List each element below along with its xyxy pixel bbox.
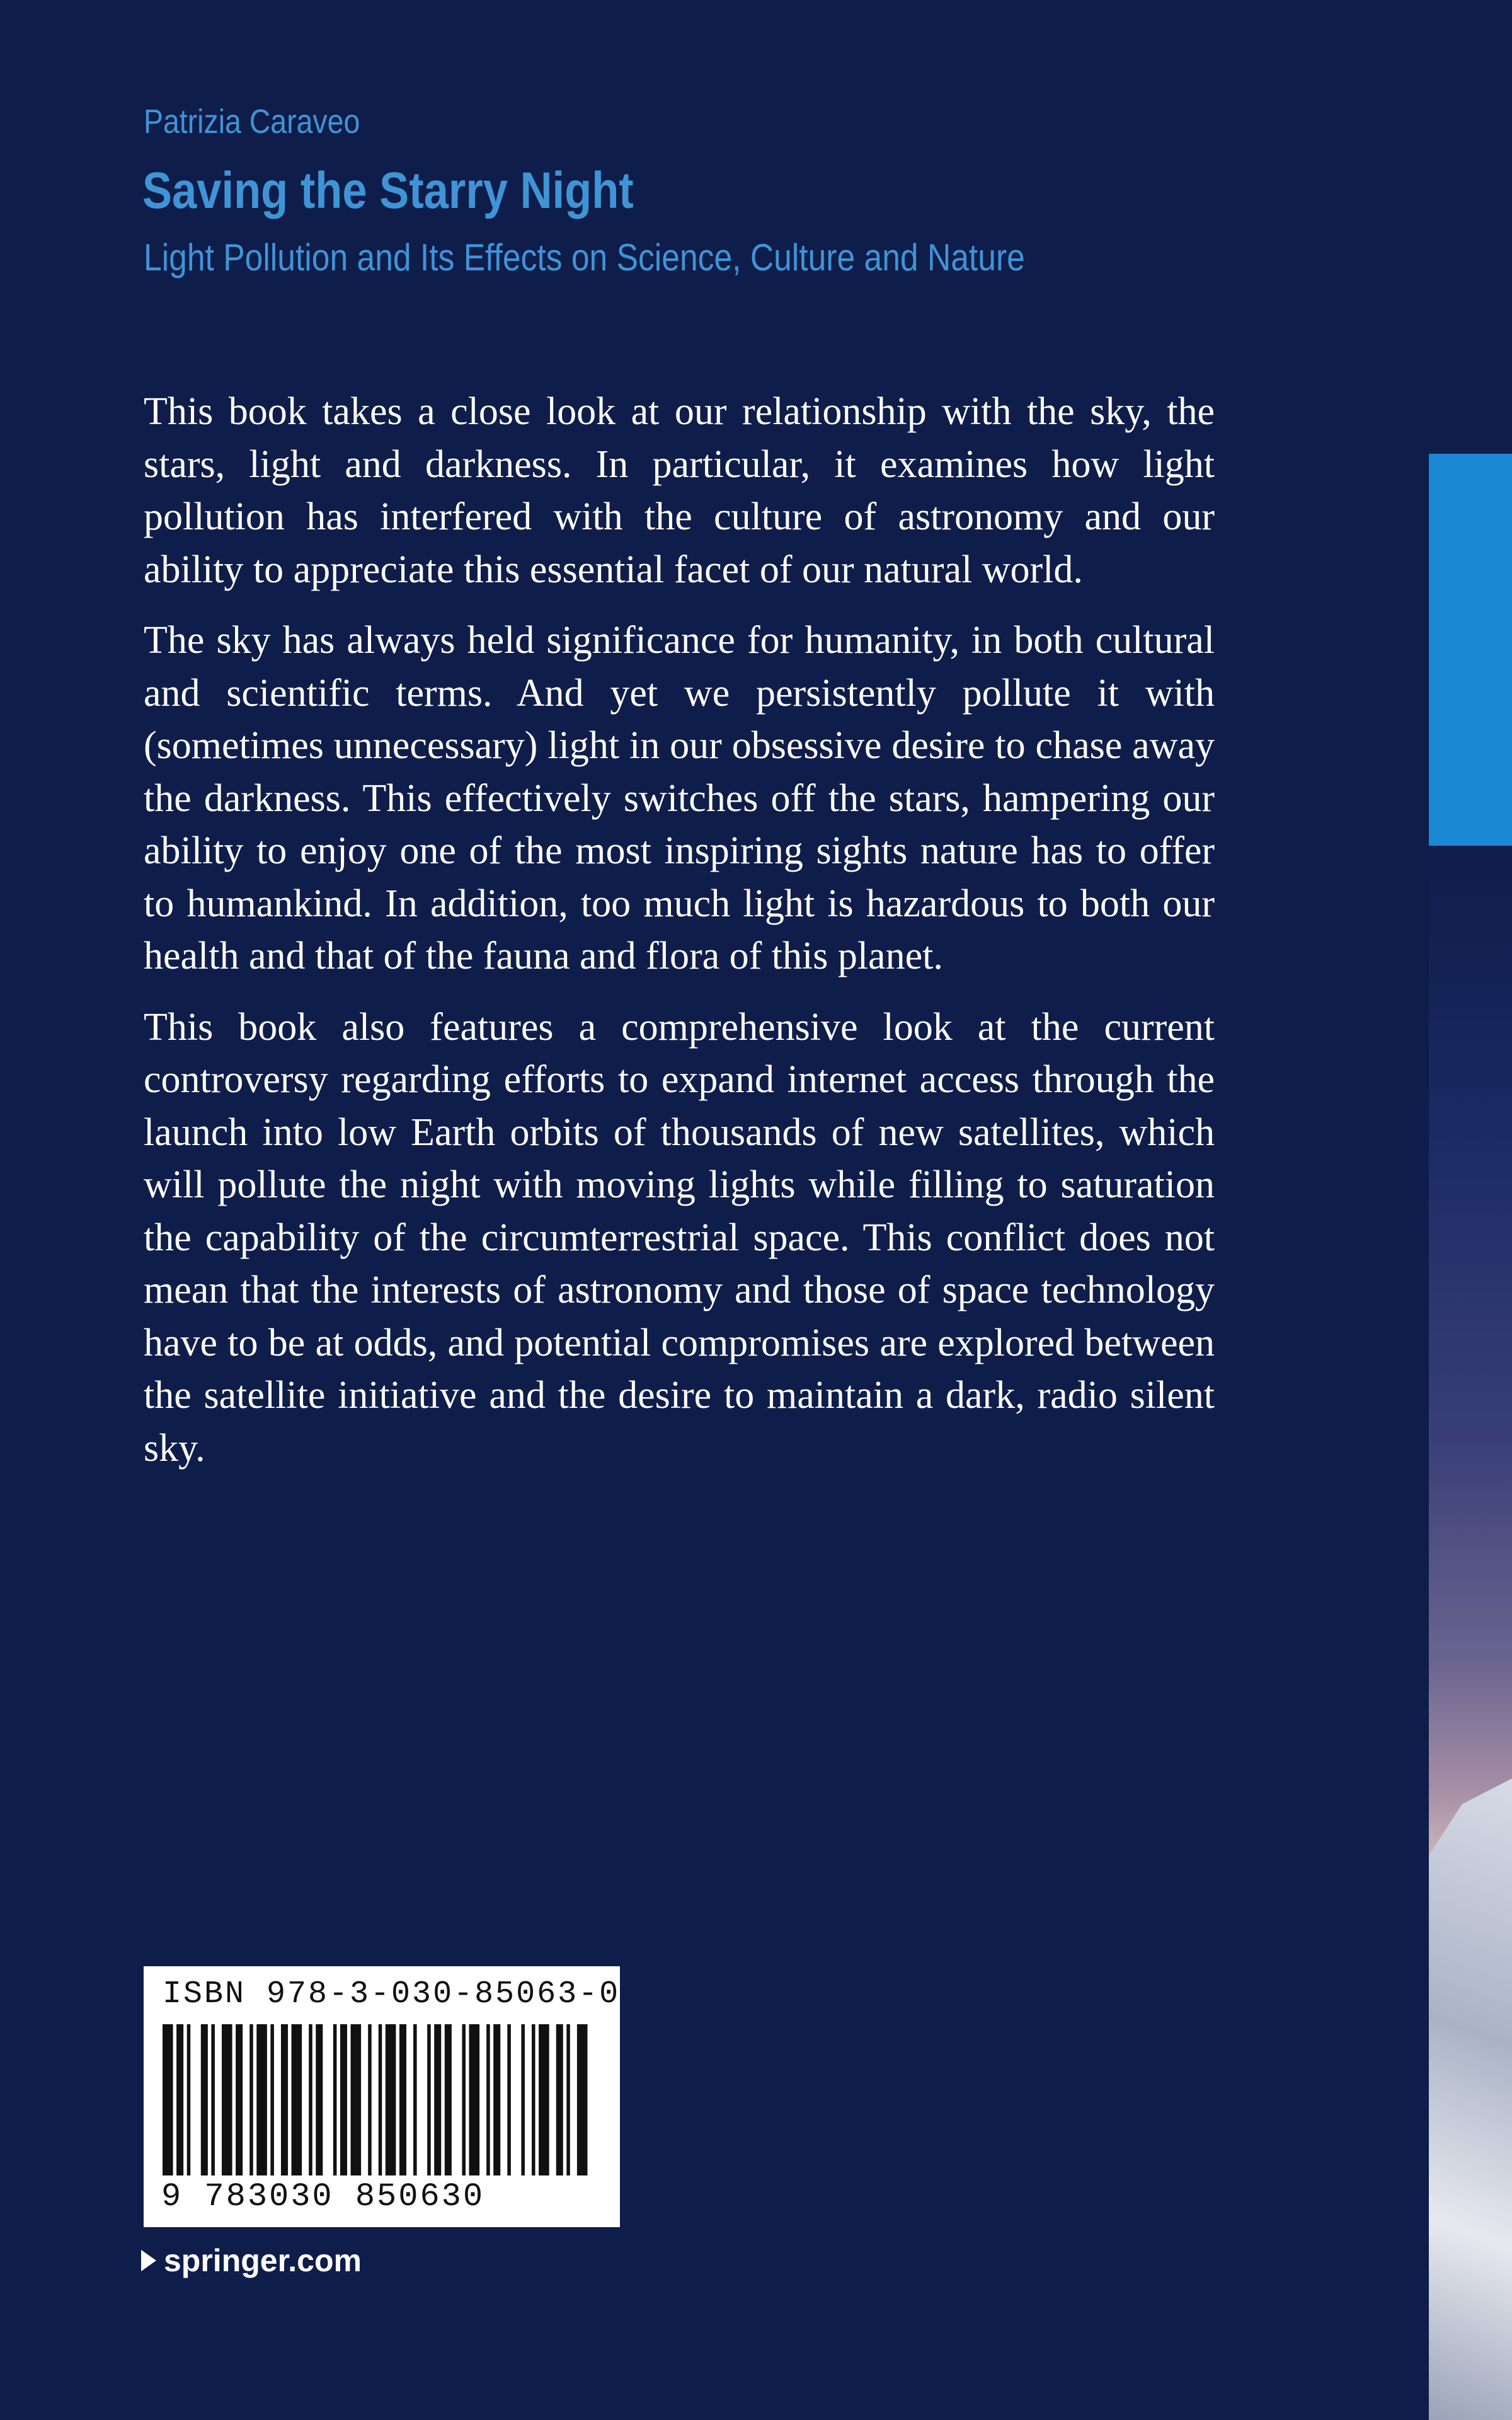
barcode-bar bbox=[413, 2024, 417, 2175]
blurb-paragraph-3: This book also features a comprehensive look at the current controversy regarding efforts to expand internet access through the launch into low Earth orbits of thousands of new satellites, which will pollute the night with moving lights while filling to saturation the capability of the circumterrestrial space. This conflict does not mean that the interests of astronomy and those of space technology have to be at odds, and potential compromises are explored between the satellite initiative and the desire to maintain a dark, radio silent sky. bbox=[144, 1005, 1215, 1470]
arrow-right-icon bbox=[141, 2250, 156, 2271]
isbn-label: ISBN 978-3-030-85063-0 bbox=[163, 1976, 621, 2012]
barcode-bar bbox=[256, 2024, 267, 2175]
cover-photo-strip bbox=[1429, 846, 1512, 2420]
mountain-image bbox=[1429, 1778, 1512, 2420]
accent-bar bbox=[1429, 454, 1512, 846]
barcode-bar bbox=[566, 2024, 570, 2175]
barcode-bar bbox=[556, 2024, 563, 2175]
barcode-bar bbox=[316, 2024, 323, 2175]
barcode-bar bbox=[507, 2024, 511, 2175]
barcode-bar bbox=[434, 2024, 441, 2175]
author-name: Patrizia Caraveo bbox=[144, 103, 360, 141]
barcode-bar bbox=[201, 2024, 208, 2175]
barcode-bar bbox=[469, 2024, 480, 2175]
ean-digits: 9 783030 850630 bbox=[161, 2178, 485, 2215]
barcode-bar bbox=[368, 2024, 372, 2175]
barcode-bar bbox=[493, 2024, 500, 2175]
barcode-bar bbox=[379, 2024, 382, 2175]
barcode-bar bbox=[577, 2024, 588, 2175]
isbn-barcode bbox=[144, 1966, 620, 2227]
blurb-paragraph-2: The sky has always held significance for humanity, in both cultural and scientific terms. And yet we persistently pollute it with (sometimes unnecessary) light in our obsessive desire to chase away the darkness. This effectively switches off the stars, hampering our ability to enjoy one of the most inspiring sights nature has to offer to humankind. In addition, too much light is hazardous to both our health and that of the fauna and flora of this planet. bbox=[144, 619, 1215, 977]
barcode-bar bbox=[333, 2024, 337, 2175]
blurb-text bbox=[144, 386, 1215, 1475]
barcode-bar bbox=[340, 2024, 347, 2175]
barcode-bar bbox=[539, 2024, 549, 2175]
barcode-bar bbox=[309, 2024, 312, 2175]
publisher-url: springer.com bbox=[164, 2243, 362, 2278]
blurb-paragraph-1: This book takes a close look at our relationship with the sky, the stars, light and darkness. In particular, it examines how light pollution has interfered with the culture of astronomy and our ability to appreciate this essential facet of our natural world. bbox=[144, 390, 1215, 591]
book-subtitle: Light Pollution and Its Effects on Science, Culture and Nature bbox=[144, 236, 1025, 279]
barcode-bar bbox=[427, 2024, 431, 2175]
barcode-bar bbox=[211, 2024, 215, 2175]
barcode-bar bbox=[292, 2024, 302, 2175]
barcode-bar bbox=[270, 2024, 274, 2175]
barcode-bar bbox=[163, 2024, 173, 2175]
barcode-bar bbox=[222, 2024, 232, 2175]
barcode-bar bbox=[351, 2024, 362, 2175]
barcode-bar bbox=[176, 2024, 183, 2175]
barcode-bar bbox=[521, 2024, 525, 2175]
barcode-bar bbox=[532, 2024, 536, 2175]
barcode-bar bbox=[445, 2024, 452, 2175]
barcode-bar bbox=[281, 2024, 288, 2175]
barcode-bar bbox=[486, 2024, 490, 2175]
barcode-bar bbox=[462, 2024, 466, 2175]
barcode-bar bbox=[249, 2024, 253, 2175]
barcode-bar bbox=[399, 2024, 406, 2175]
book-title: Saving the Starry Night bbox=[142, 162, 634, 219]
barcode-bar bbox=[187, 2024, 191, 2175]
publisher-link[interactable] bbox=[141, 2242, 362, 2279]
barcode-bar bbox=[236, 2024, 243, 2175]
barcode-bar bbox=[386, 2024, 396, 2175]
